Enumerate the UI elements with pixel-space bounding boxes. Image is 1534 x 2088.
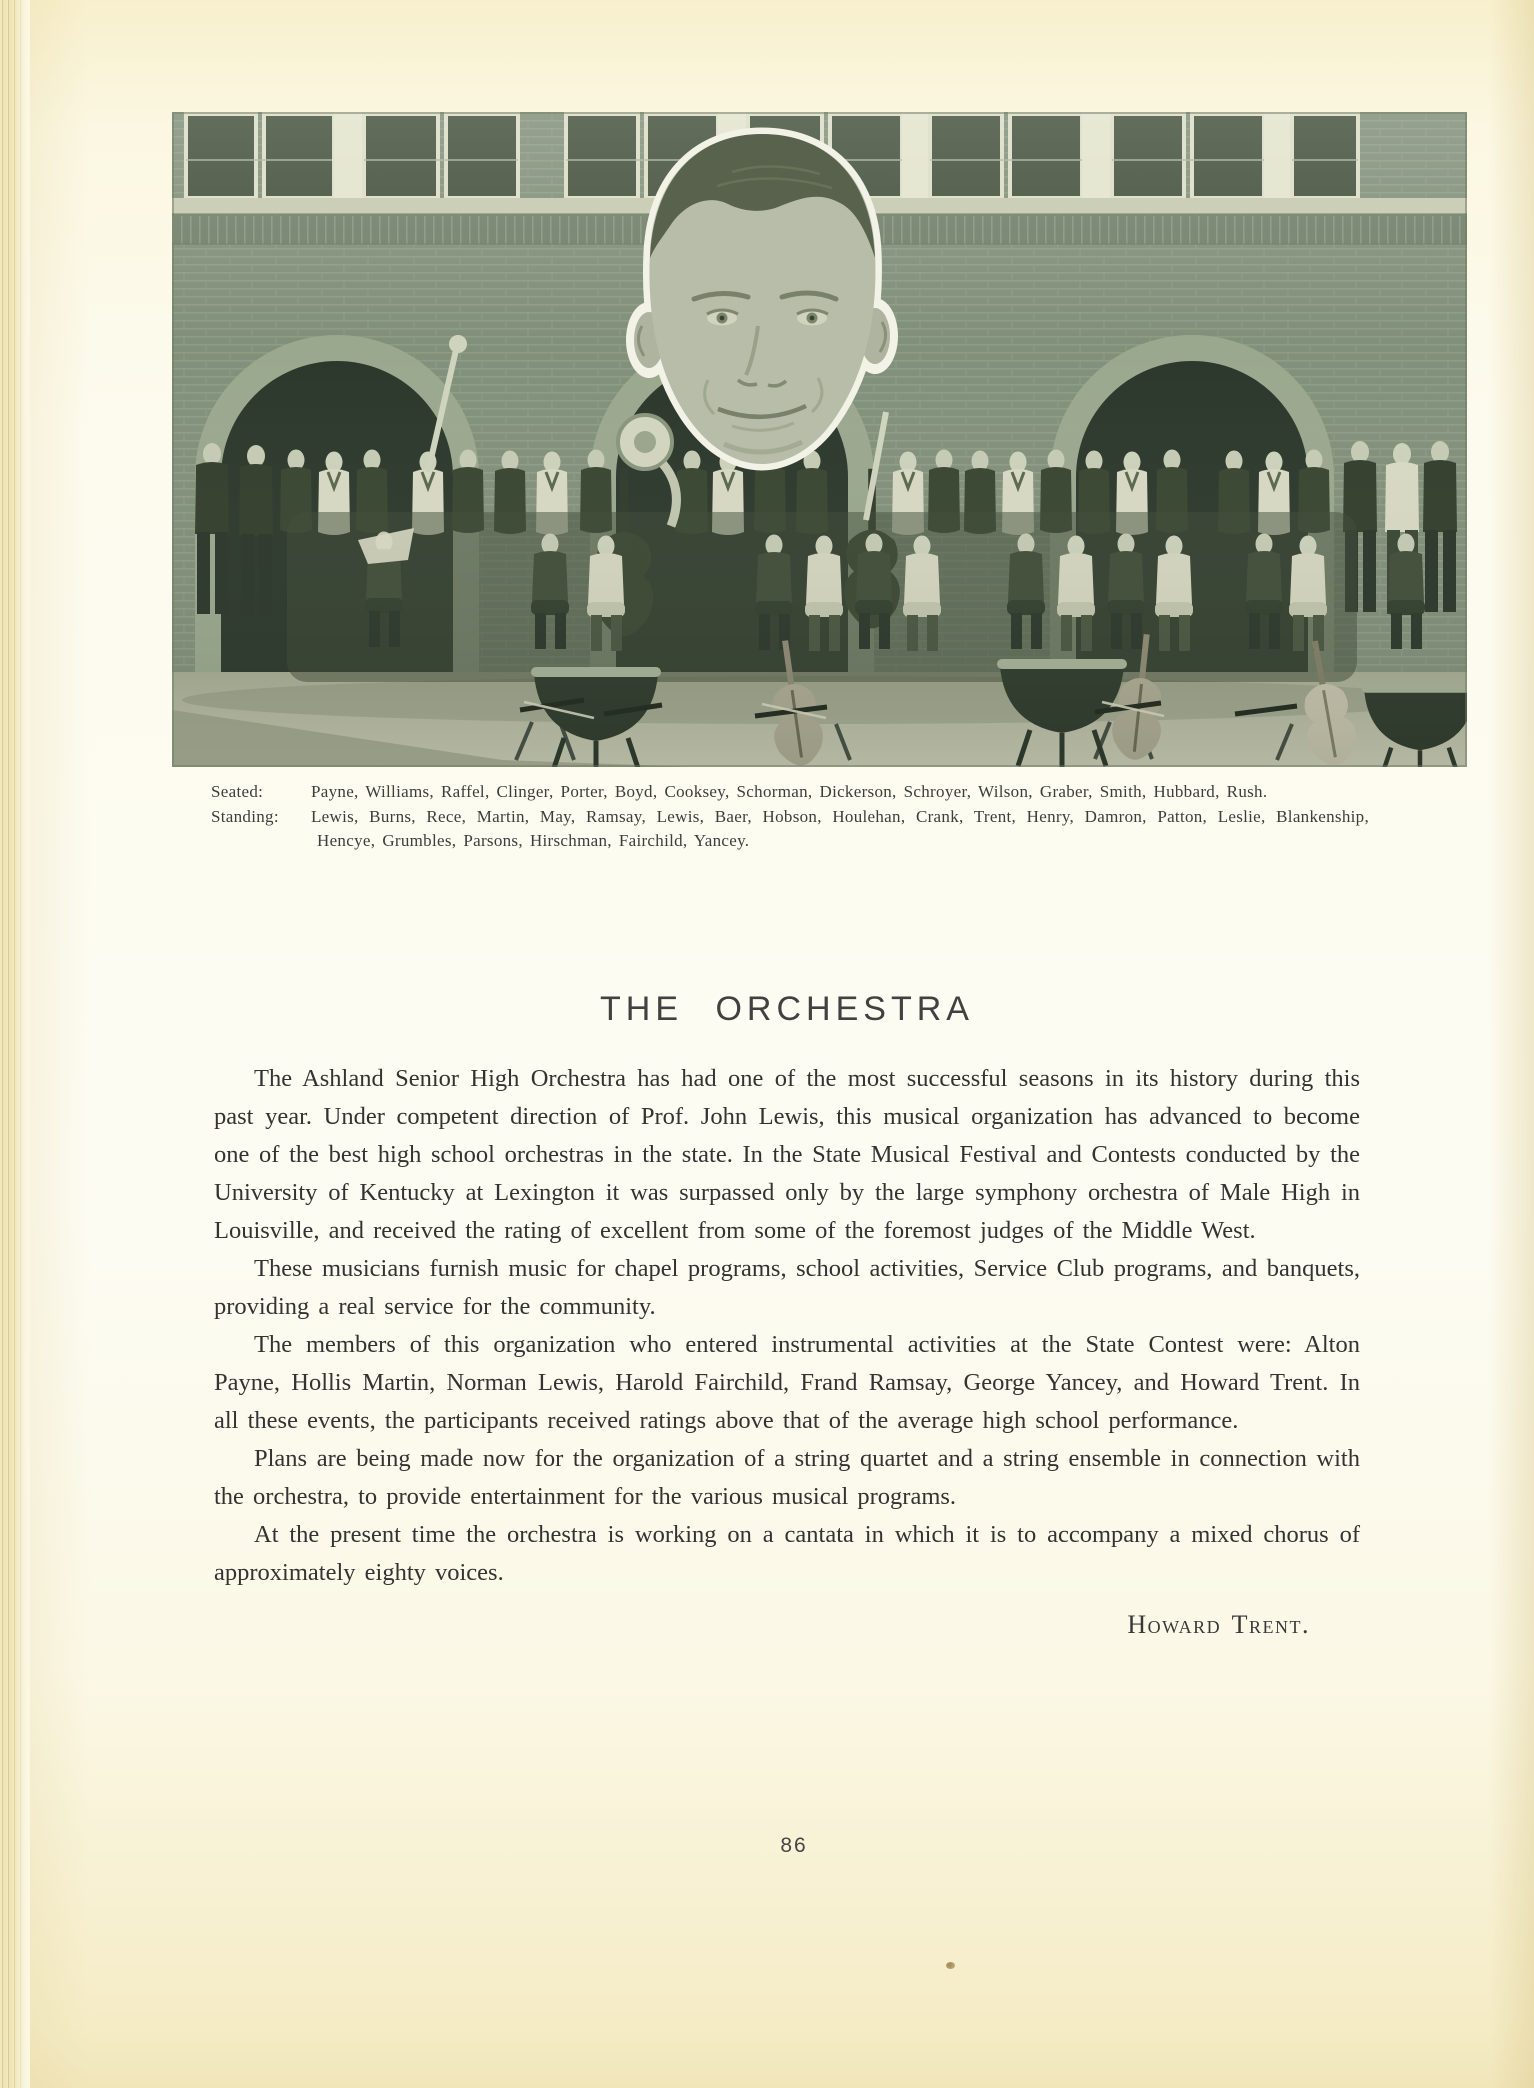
caption-seated-names: Payne, Williams, Raffel, Clinger, Porter, Boyd, Cooksey, Schorman, Dickerson, Schroyer, Wilson, Graber, Smith, Hubbard, Rush.	[311, 782, 1268, 801]
orchestra-photo-art	[172, 112, 1467, 767]
caption-seated-label: Seated:	[211, 782, 264, 801]
paragraph-4: Plans are being made now for the organization of a string quartet and a string ensemble in connection with the orchestra, to provide entertainment for the various musical programs.	[214, 1445, 1360, 1510]
caption-seated-row	[211, 780, 1369, 805]
orchestra-photo	[172, 112, 1467, 767]
article-title: THE ORCHESTRA	[600, 990, 974, 1028]
paragraph-1: The Ashland Senior High Orchestra has had one of the most successful seasons in its history during this past year. Under competent direction of Prof. John Lewis, this musical organization has advanced to become one of the best high school orchestras in the state. In the State Musical Festival and Contests conducted by the University of Kentucky at Lexington it was surpassed only by the large symphony orchestra of Male High in Louisville, and received the rating of excellent from some of the foremost judges of the Middle West.	[214, 1065, 1360, 1244]
paragraph-2: These musicians furnish music for chapel programs, school activities, Service Club programs, and banquets, providing a real service for the community.	[214, 1255, 1360, 1320]
book-binding-edge	[0, 0, 30, 2088]
article-body	[214, 1060, 1360, 1644]
caption-standing-label: Standing:	[211, 806, 279, 826]
author-signature: Howard Trent.	[1127, 1610, 1310, 1639]
caption-standing-row	[211, 805, 1369, 854]
paragraph-5: At the present time the orchestra is working on a cantata in which it is to accompany a mixed chorus of approximately eighty voices.	[214, 1521, 1360, 1586]
photo-caption	[211, 780, 1369, 854]
paragraph-3: The members of this organization who entered instrumental activities at the State Contest were: Alton Payne, Hollis Martin, Norman Lewis, Harold Fairchild, Frand Ramsay, George Yancey, and Howard Trent. In all these events, the participants received ratings above that of the average high school performance.	[214, 1331, 1360, 1434]
page-number: 86	[780, 1834, 808, 1857]
paper-blemish	[946, 1962, 955, 1969]
caption-standing-names: Lewis, Burns, Rece, Martin, May, Ramsay, Lewis, Baer, Hobson, Houlehan, Crank, Trent, Henry, Damron, Patton, Leslie, Blankenship, Hencye, Grumbles, Parsons, Hirschman, Fairchild, Yancey.	[311, 806, 1369, 850]
